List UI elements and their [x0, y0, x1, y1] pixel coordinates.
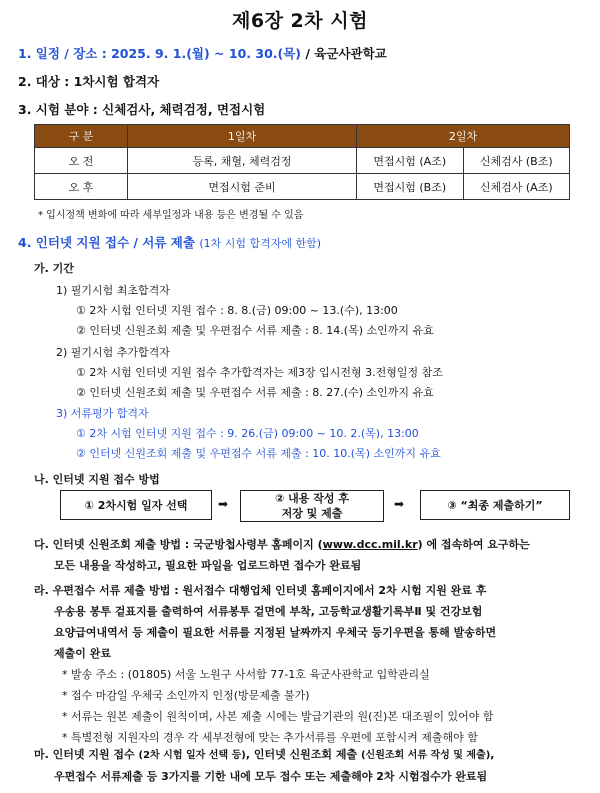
table-row	[35, 148, 570, 174]
section-1-label: 1. 일정 / 장소 : 2025. 9. 1.(월) ~ 10. 30.(목)	[18, 46, 302, 61]
subsection-ra	[34, 580, 574, 664]
section-3: 3. 시험 분야 : 신체검사, 체력검정, 면접시험	[18, 102, 266, 117]
period-2-head: 2) 필기시험 추가합격자	[56, 346, 170, 359]
da-text: 다. 인터넷 신원조회 제출 방법 : 국군방첩사령부 홈페이지 (	[34, 538, 323, 551]
ra-bullet: * 발송 주소 : (01805) 서울 노원구 사서함 77-1호 육군사관학교 입학관리실	[62, 668, 430, 681]
table-note: * 입시정책 변화에 따라 세부일정과 내용 등은 변경될 수 있음	[38, 210, 304, 221]
section-4-sub: (1차 시험 합격자에 한함)	[199, 237, 322, 250]
ma-text: 우편접수 서류제출 등 3가지를 기한 내에 모두 접수 또는 제출해야 2차 시험접수가 완료됨	[54, 770, 488, 783]
table-cell: 오 전	[35, 148, 128, 174]
ra-bullet: * 접수 마감일 우체국 소인까지 인정(방문제출 불가)	[62, 689, 310, 702]
table-cell: 등록, 채혈, 체력검정	[128, 148, 357, 174]
subsection-ma	[34, 744, 574, 787]
arrow-right-icon: ➡	[394, 497, 405, 511]
flow-step-2-label: ② 내용 작성 후	[275, 492, 349, 505]
ra-text: 우송용 봉투 겉표지를 출력하여 서류봉투 겉면에 부착, 고등학교생활기록부Ⅱ 및 건강보험	[54, 605, 483, 618]
table-cell: 신체검사 (B조)	[463, 148, 570, 174]
ma-text: , 인터넷 신원조회 제출	[245, 748, 361, 761]
ra-text: 요양급여내역서 등 제출이 필요한 서류를 지정된 날짜까지 우체국 등기우편을 통해 발송하면	[54, 626, 497, 639]
table-header: 1일차	[128, 125, 357, 148]
table-cell: 면접시험 (A조)	[357, 148, 464, 174]
period-3-head: 3) 서류평가 합격자	[56, 407, 149, 420]
ra-text: 라. 우편접수 서류 제출 방법 : 원서접수 대행업체 인터넷 홈페이지에서 2차 시험 지원 완료 후	[34, 584, 487, 597]
table-row	[35, 174, 570, 200]
period-3-item: ② 인터넷 신원조회 제출 및 우편접수 서류 제출 : 10. 10.(목) 소인까지 유효	[76, 447, 441, 460]
ma-text: (신원조회 서류 작성 및 제출)	[360, 750, 491, 761]
da-text: ) 에 접속하여 요구하는	[417, 538, 530, 551]
ra-bullet: * 서류는 원본 제출이 원칙이며, 사본 제출 시에는 발급기관의 원(진)본 대조필이 있어야 함	[62, 710, 494, 723]
section-4-label: 4. 인터넷 지원 접수 / 서류 제출	[18, 235, 195, 250]
section-2: 2. 대상 : 1차시험 합격자	[18, 74, 160, 89]
section-1	[18, 44, 387, 62]
flow-step-2-label: 저장 및 제출	[281, 507, 343, 520]
section-4	[18, 233, 321, 251]
ma-text: (2차 시험 일자 선택 등)	[138, 750, 246, 761]
table-header: 구 분	[35, 125, 128, 148]
table-cell: 오 후	[35, 174, 128, 200]
flow-step-1-label: ① 2차시험 일자 선택	[84, 498, 188, 512]
flow-step-2	[240, 490, 384, 522]
period-1-head: 1) 필기시험 최초합격자	[56, 284, 170, 297]
page-title: 제6장 2차 시험	[232, 10, 368, 32]
arrow-right-icon: ➡	[218, 497, 229, 511]
subsection-ga: 가. 기간	[34, 262, 74, 275]
period-2-item: ① 2차 시험 인터넷 지원 접수 추가합격자는 제3장 입시전형 3.전형일정 참조	[76, 366, 443, 379]
table-cell: 면접시험 (B조)	[357, 174, 464, 200]
dcc-link[interactable]: www.dcc.mil.kr	[322, 538, 418, 551]
schedule-table	[34, 124, 570, 200]
period-2-item: ② 인터넷 신원조회 제출 및 우편접수 서류 제출 : 8. 27.(수) 소인까지 유효	[76, 386, 434, 399]
flow-step-3	[420, 490, 570, 520]
da-text: 모든 내용을 작성하고, 필요한 파일을 업로드하면 접수가 완료됨	[54, 559, 362, 572]
ma-text: ,	[490, 748, 495, 761]
table-header: 2일차	[357, 125, 570, 148]
period-3-item: ① 2차 시험 인터넷 지원 접수 : 9. 26.(금) 09:00 ~ 10. 2.(목), 13:00	[76, 427, 419, 440]
flow-step-3-label: ③ “최종 제출하기”	[447, 498, 543, 512]
table-cell: 신체검사 (A조)	[463, 174, 570, 200]
ra-bullet: * 특별전형 지원자의 경우 각 세부전형에 맞는 추가서류를 우편에 포함시켜 제출해야 함	[62, 731, 478, 744]
ra-text: 제출이 완료	[54, 647, 111, 660]
flow-step-1	[60, 490, 212, 520]
table-cell: 면접시험 준비	[128, 174, 357, 200]
subsection-da	[34, 534, 574, 576]
period-1-item: ① 2차 시험 인터넷 지원 접수 : 8. 8.(금) 09:00 ~ 13.(수), 13:00	[76, 304, 398, 317]
section-1-place: / 육군사관학교	[301, 46, 387, 61]
subsection-na: 나. 인터넷 지원 접수 방법	[34, 473, 160, 486]
period-1-item: ② 인터넷 신원조회 제출 및 우편접수 서류 제출 : 8. 14.(목) 소인까지 유효	[76, 324, 434, 337]
ma-text: 마. 인터넷 지원 접수	[34, 748, 139, 761]
